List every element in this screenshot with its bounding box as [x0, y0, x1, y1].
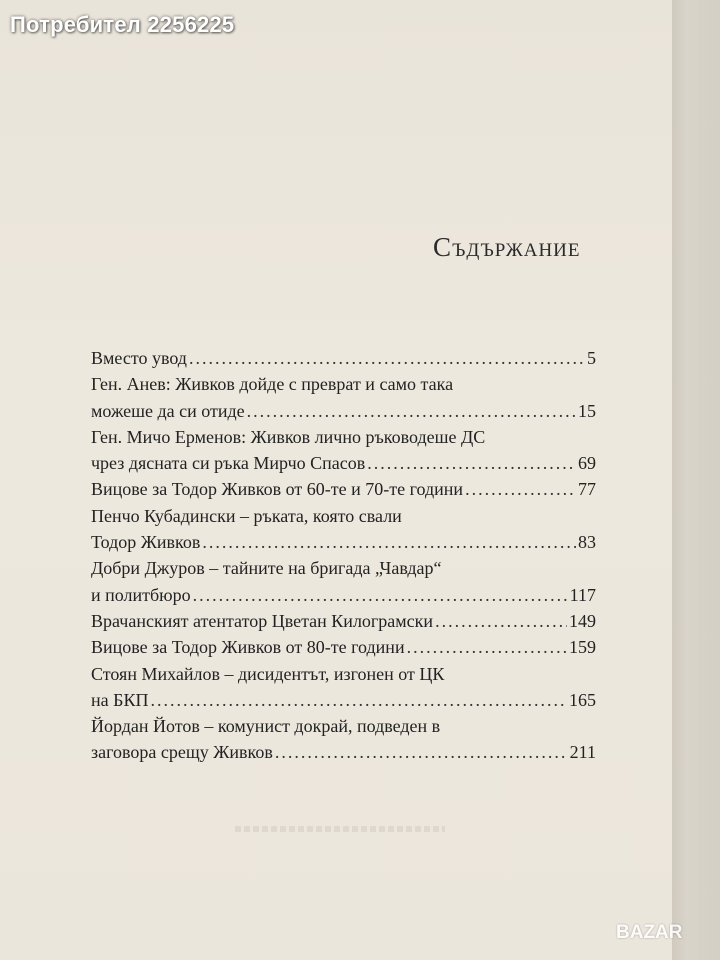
toc-entry [91, 608, 596, 634]
dot-leader [202, 529, 576, 555]
toc-page-number: 69 [578, 453, 596, 474]
toc-entry-title: Ген. Анев: Живков дойде с преврат и само така [91, 374, 454, 395]
toc-page-number: 117 [569, 584, 596, 605]
toc-entry [91, 345, 596, 371]
toc-entry-title: Йордан Йотов – комунист докрай, подведен в [91, 716, 441, 737]
toc-entry-title: Вицове за Тодор Живков от 60-те и 70-те години [91, 479, 464, 500]
toc-entry-title: Пенчо Кубадински – ръката, която свали [91, 505, 402, 526]
bleed-through-text [235, 826, 445, 832]
toc-title: Съдържание [433, 232, 581, 262]
toc-entry-title: чрез дясната си ръка Мирчо Спасов [91, 453, 366, 474]
bazar-logo: BAZAR [616, 922, 683, 943]
toc-entry-title: на БКП [91, 689, 149, 710]
dot-leader [247, 398, 576, 424]
toc-entry-title: можеше да си отиде [91, 400, 245, 421]
toc-entry-title: Стоян Михайлов – дисидентът, изгонен от ЦК [91, 663, 445, 684]
toc-entry-title: Вицове за Тодор Живков от 80-те години [91, 637, 405, 658]
toc-entry [91, 371, 596, 424]
page-edge-shadow [672, 0, 720, 960]
dot-leader [435, 608, 567, 634]
toc-page-number: 159 [569, 637, 596, 658]
toc-entry-title: Добри Джуров – тайните на бригада „Чавдар“ [91, 558, 442, 579]
toc-entry-title: и политбюро [91, 584, 191, 605]
toc-entry-title: Врачанският атентатор Цветан Килограмски [91, 610, 434, 631]
dot-leader [150, 687, 567, 713]
toc-entry [91, 476, 596, 502]
toc-entry-title: Тодор Живков [91, 532, 201, 553]
user-watermark: Потребител 2256225 [10, 12, 235, 37]
toc-entry-title: Вместо увод [91, 348, 187, 368]
table-of-contents [91, 345, 596, 766]
toc-entry [91, 713, 596, 766]
toc-page-number: 211 [569, 742, 596, 763]
toc-page-number: 149 [569, 610, 596, 631]
toc-page-number: 5 [587, 348, 596, 368]
dot-leader [189, 345, 585, 371]
toc-entry [91, 503, 596, 556]
toc-entry [91, 424, 596, 477]
toc-page-number: 165 [569, 689, 596, 710]
toc-page-number: 83 [578, 532, 596, 553]
dot-leader [367, 450, 576, 476]
dot-leader [407, 634, 567, 660]
toc-page-number: 77 [578, 479, 596, 500]
toc-page-number: 15 [578, 400, 596, 421]
dot-leader [193, 582, 568, 608]
toc-entry [91, 661, 596, 714]
toc-entry-title: Ген. Мичо Ерменов: Живков лично ръководеше ДС [91, 426, 486, 447]
dot-leader [465, 476, 576, 502]
toc-entry [91, 555, 596, 608]
dot-leader [275, 739, 568, 765]
toc-entry-title: заговора срещу Живков [91, 742, 273, 763]
toc-entry [91, 634, 596, 660]
